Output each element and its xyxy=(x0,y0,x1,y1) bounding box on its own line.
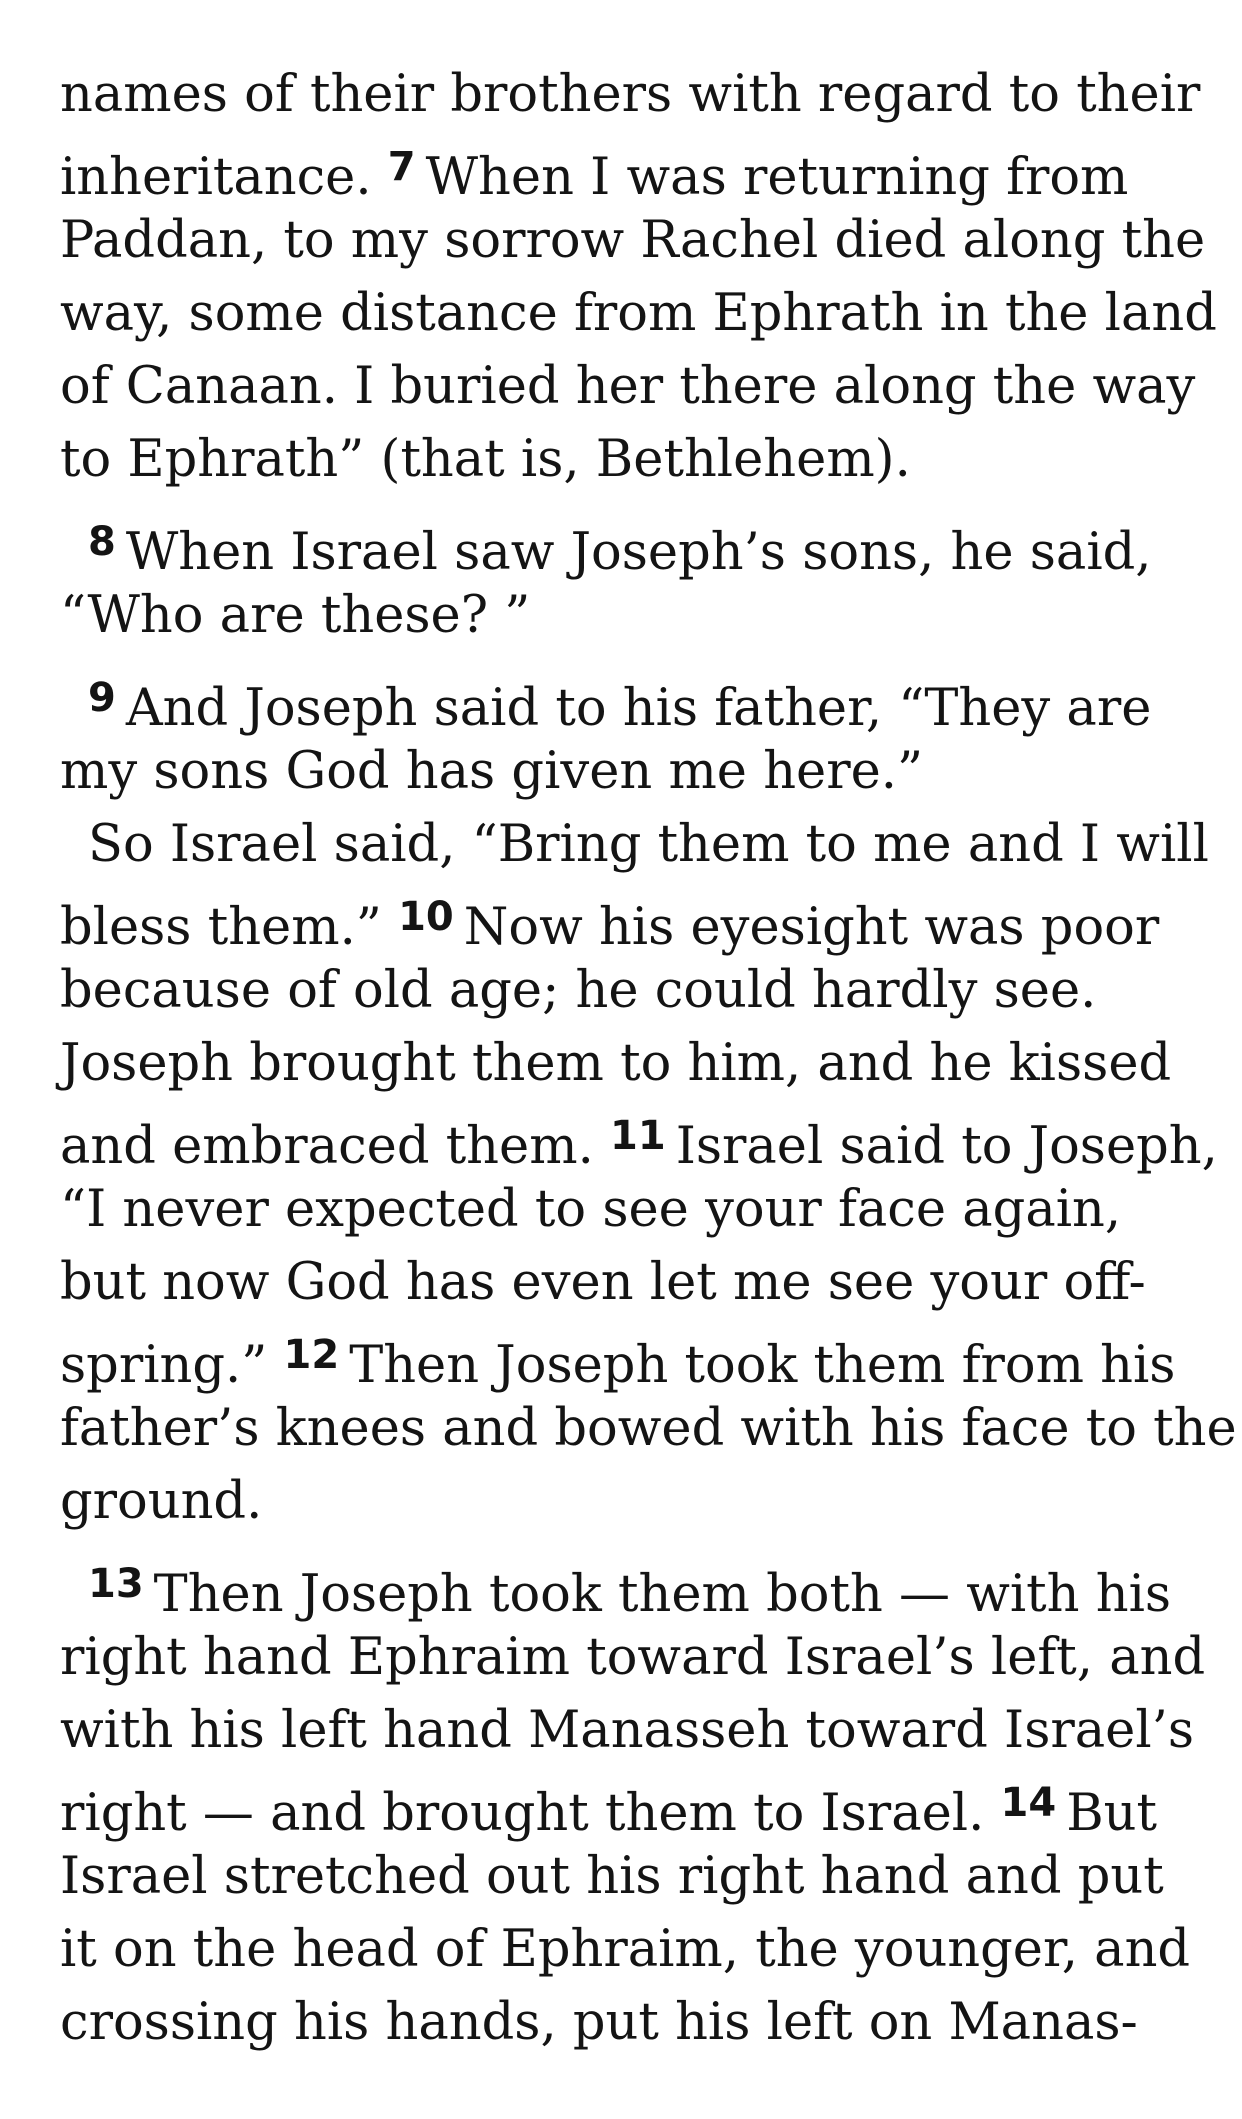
line-text: bless them.” xyxy=(60,898,382,957)
line-text: When I was returning from xyxy=(425,148,1129,207)
line-text: and embraced them. xyxy=(60,1117,594,1176)
verse-start-line xyxy=(60,1548,1210,1624)
line-text: Israel said to Joseph, xyxy=(675,1117,1218,1176)
text-line xyxy=(60,1465,1210,1538)
verse-number: 13 xyxy=(88,1561,144,1607)
verse-number: 14 xyxy=(1000,1780,1057,1826)
text-line xyxy=(60,131,1210,207)
line-text: Now his eyesight was poor xyxy=(463,898,1160,957)
line-text: with his left hand Manasseh toward Israel’s xyxy=(60,1701,1195,1760)
verse-start-line xyxy=(60,506,1210,582)
line-text: but now God has even let me see your off- xyxy=(60,1253,1146,1312)
text-line xyxy=(60,1100,1218,1176)
text-line xyxy=(60,579,1210,652)
line-text: of Canaan. I buried her there along the way xyxy=(60,357,1196,416)
line-text: spring.” xyxy=(60,1336,268,1395)
text-line xyxy=(60,1392,1237,1465)
verse-number: 9 xyxy=(88,675,116,721)
text-line xyxy=(60,1767,1210,1843)
verse-number: 11 xyxy=(610,1113,666,1159)
line-text: So Israel said, “Bring them to me and I will xyxy=(88,815,1209,874)
line-text: Paddan, to my sorrow Rachel died along the xyxy=(60,211,1206,270)
verse-number: 10 xyxy=(398,894,454,940)
line-text: “Who are these? ” xyxy=(60,586,531,645)
text-line xyxy=(60,204,1210,277)
text-line xyxy=(60,1694,1210,1767)
verse-start-line xyxy=(60,662,1210,738)
text-line xyxy=(60,954,1210,1027)
line-text: way, some distance from Ephrath in the land xyxy=(60,284,1217,343)
text-line xyxy=(60,1319,1210,1395)
line-text: to Ephrath” (that is, Bethlehem). xyxy=(60,430,911,489)
text-line xyxy=(60,277,1217,350)
line-text: right hand Ephraim toward Israel’s left, and xyxy=(60,1628,1206,1687)
text-line xyxy=(60,58,1210,131)
line-text: When Israel saw Joseph’s sons, he said, xyxy=(125,523,1152,582)
text-line xyxy=(60,881,1210,957)
text-line xyxy=(60,1246,1210,1319)
line-text: And Joseph said to his father, “They are xyxy=(125,679,1152,738)
line-text: Israel stretched out his right hand and put xyxy=(60,1847,1164,1906)
line-text: But xyxy=(1066,1784,1158,1843)
text-line xyxy=(60,423,1210,496)
text-line xyxy=(60,350,1210,423)
verse-number: 12 xyxy=(283,1332,340,1378)
paragraph-start-line xyxy=(60,808,1210,881)
line-text: Joseph brought them to him, and he kissed xyxy=(60,1034,1172,1093)
line-text: right — and brought them to Israel. xyxy=(60,1784,985,1843)
line-text: inheritance. xyxy=(60,148,372,207)
verse-number: 8 xyxy=(88,519,116,565)
text-line xyxy=(60,1173,1210,1246)
line-text: my sons God has given me here.” xyxy=(60,742,924,801)
text-line xyxy=(60,735,1210,808)
line-text: Then Joseph took them both — with his xyxy=(153,1565,1172,1624)
text-line xyxy=(60,1986,1210,2059)
verse-number: 7 xyxy=(387,144,416,190)
text-line xyxy=(60,1840,1210,1913)
text-line xyxy=(60,1621,1210,1694)
line-text: crossing his hands, put his left on Manas- xyxy=(60,1993,1138,2052)
text-line xyxy=(60,1027,1210,1100)
line-text: names of their brothers with regard to their xyxy=(60,65,1201,124)
line-text: because of old age; he could hardly see. xyxy=(60,961,1097,1020)
line-text: ground. xyxy=(60,1472,263,1531)
line-text: father’s knees and bowed with his face to the xyxy=(60,1399,1237,1458)
line-text: it on the head of Ephraim, the younger, and xyxy=(60,1920,1191,1979)
text-line xyxy=(60,1913,1210,1986)
line-text: Then Joseph took them from his xyxy=(349,1336,1176,1395)
line-text: “I never expected to see your face again, xyxy=(60,1180,1122,1239)
scripture-text-page xyxy=(60,58,1237,2059)
